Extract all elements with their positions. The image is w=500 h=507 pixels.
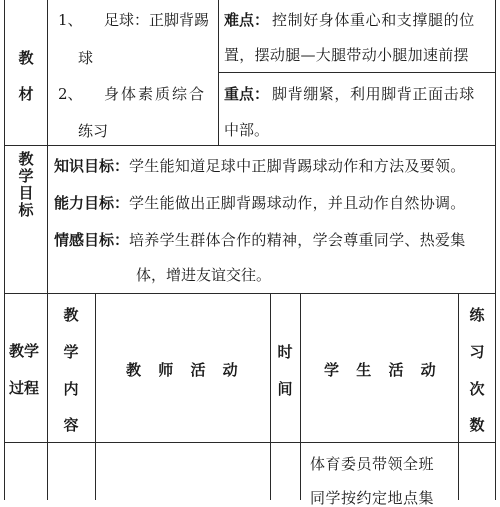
- practice-header-char-4: 数: [469, 416, 485, 434]
- content-header-char-1: 教: [63, 306, 79, 324]
- student-row-line-1: 体育委员带领全班: [310, 455, 435, 473]
- emotion-goal-label: 情感目标：: [54, 231, 130, 249]
- time-header-char-2: 间: [277, 380, 293, 398]
- col-divider-teacher: [270, 293, 271, 500]
- row-divider-process: [4, 293, 495, 294]
- material-item-2-line1: 身体素质综合: [104, 85, 207, 103]
- col-divider-content: [95, 293, 96, 500]
- materials-header-char-1: 教: [18, 49, 34, 67]
- content-header-char-2: 学: [63, 343, 79, 361]
- goals-header-char-2: 学: [18, 167, 34, 185]
- difficulty-line-2: 置，摆动腿—大腿带动小腿加速前摆: [224, 46, 469, 64]
- material-item-2-line2: 练习: [78, 122, 109, 140]
- materials-header-char-2: 材: [18, 85, 34, 103]
- practice-header-char-3: 次: [469, 380, 485, 398]
- student-row-line-2: 同学按约定地点集: [310, 489, 435, 507]
- goals-header-char-4: 标: [18, 201, 34, 219]
- ability-goal-text: 学生能做出正脚背踢球动作，并且动作自然协调。: [129, 194, 466, 212]
- process-header-line-1: 教学: [9, 342, 40, 360]
- row-divider-process-body: [4, 442, 495, 443]
- table-border-left: [4, 0, 5, 500]
- col-divider-time: [300, 293, 301, 500]
- difficulty-line-1: 控制好身体重心和支撑腿的位: [272, 11, 475, 29]
- difficulty-label: 难点：: [224, 11, 270, 29]
- key-point-line-1: 脚背绷紧，利用脚背正面击球: [272, 85, 475, 103]
- key-point-label: 重点：: [224, 85, 270, 103]
- key-point-line-2: 中部。: [224, 121, 270, 139]
- row-divider-difficulty: [218, 72, 495, 73]
- col-divider-materials: [47, 0, 48, 500]
- knowledge-goal-label: 知识目标：: [54, 157, 130, 175]
- material-item-1-line2: 球: [78, 49, 94, 67]
- process-header-line-2: 过程: [9, 379, 40, 397]
- material-item-2-number: 2、: [58, 85, 83, 103]
- content-header-char-4: 容: [63, 416, 79, 434]
- material-item-1-line1: 足球：正脚背踢: [104, 11, 210, 29]
- col-divider-student: [458, 293, 459, 500]
- row-divider-goals: [4, 145, 495, 146]
- goals-header-char-3: 目: [18, 184, 34, 202]
- teacher-activity-header: 教 师 活 动: [126, 361, 244, 379]
- emotion-goal-text: 培养学生群体合作的精神，学会尊重同学、热爱集: [129, 231, 466, 249]
- goals-header-char-1: 教: [18, 150, 34, 168]
- practice-header-char-1: 练: [469, 306, 485, 324]
- knowledge-goal-text: 学生能知道足球中正脚背踢球动作和方法及要领。: [129, 157, 466, 175]
- practice-header-char-2: 习: [469, 343, 485, 361]
- material-item-1-number: 1、: [58, 11, 83, 29]
- table-border-right: [495, 0, 496, 500]
- content-header-char-3: 内: [63, 380, 79, 398]
- ability-goal-label: 能力目标：: [54, 194, 130, 212]
- time-header-char-1: 时: [277, 343, 293, 361]
- student-activity-header: 学 生 活 动: [324, 361, 442, 379]
- emotion-goal-text-2: 体，增进友谊交往。: [136, 266, 272, 284]
